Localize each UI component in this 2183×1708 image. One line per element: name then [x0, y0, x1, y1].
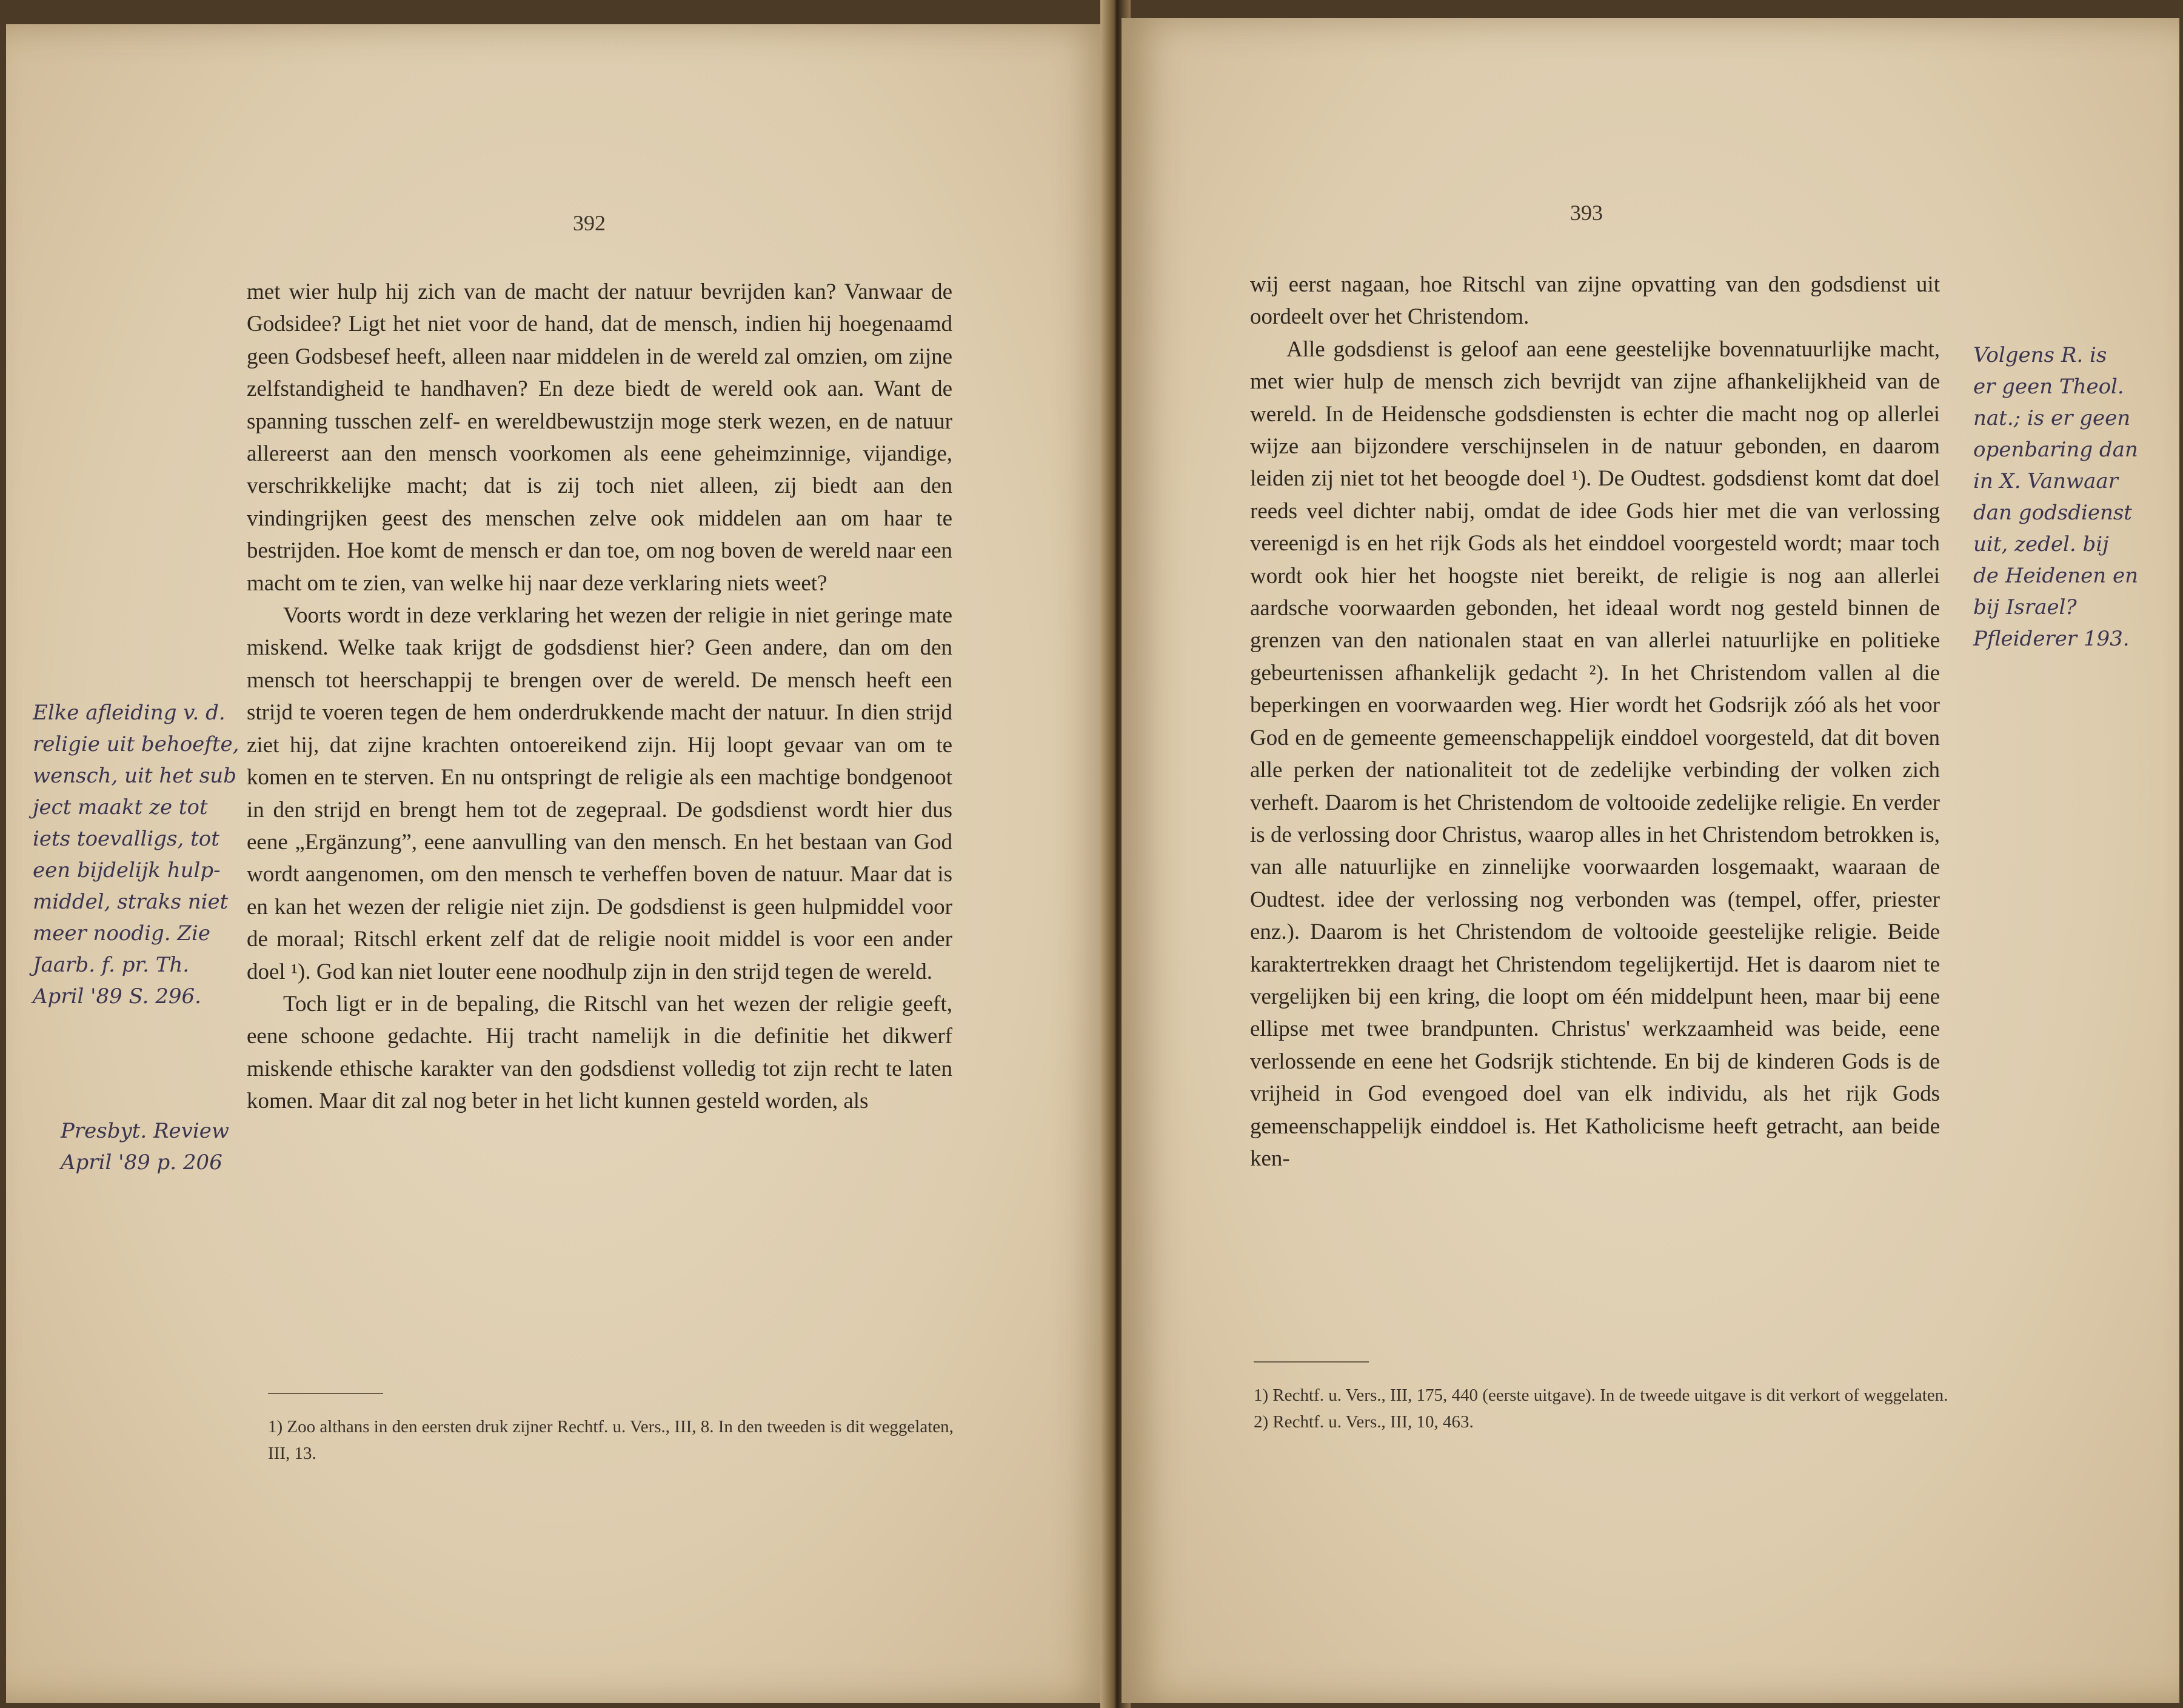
footnote-divider: [268, 1393, 383, 1394]
note-line: uit, zedel. bij: [1973, 532, 2109, 556]
note-line: April '89 S. 296.: [33, 984, 201, 1009]
note-line: een bijdelijk hulp-: [33, 858, 221, 882]
right-page: [1122, 18, 2179, 1703]
left-page: [6, 24, 1115, 1703]
note-line: Jaarb. f. pr. Th.: [33, 953, 190, 977]
note-line: iets toevalligs, tot: [33, 827, 219, 851]
note-line: wensch, uit het sub: [33, 764, 236, 788]
footnote: 1) Rechtf. u. Vers., III, 175, 440 (eerste uitgave). In de tweede uitgave is dit verkort of weggelaten.: [1254, 1386, 1948, 1405]
footnote: 1) Zoo althans in den eersten druk zijner Rechtf. u. Vers., III, 8. In den tweeden is dit weggelaten, III, 13.: [268, 1417, 954, 1463]
paragraph: met wier hulp hij zich van de macht der natuur bevrijden kan? Vanwaar de Godsidee? Ligt het niet voor de hand, dat de mensch, indien hij hoegenaamd geen Godsbesef heeft, alleen naar middelen in de wereld zal omzien, om zijne zelfstandigheid te handhaven? En deze biedt de wereld ook aan. Want de spanning tusschen zelf- en wereldbewustzijn moge sterk wezen, en de natuur allereerst aan den mensch voorkomen als eene geheimzinnige, vijandige, verschrikkelijke macht; dat is zij toch niet alleen, zij biedt aan den vindingrijken geest des menschen zelve ook middelen aan om haar te bestrijden. Hoe komt de mensch er dan toe, om nog boven de wereld naar een macht om te zien, van welke hij naar deze verklaring niets weet?: [247, 279, 952, 596]
note-line: openbaring dan: [1973, 438, 2138, 462]
footnote-divider: [1254, 1361, 1369, 1363]
paragraph: Alle godsdienst is geloof aan eene geestelijke bovennatuurlijke macht, met wier hulp de mensch zich bevrijdt van zijne afhankelijkheid van de wereld. In de Heidensche godsdiensten is echter die macht nog op allerlei wijze aan bijzondere verschijnselen in de natuur gebonden, en daarom leiden zij niet tot het beoogde doel ¹). De Oudtest. godsdienst komt dat doel reeds veel dichter nabij, omdat de idee Gods hier met die van verlossing vereenigd is en het rijk Gods als het einddoel voorgesteld wordt; maar toch wordt ook hier het hoogste niet bereikt, de religie is nog aan allerlei aardsche voorwaarden gebonden, het ideaal wordt nog gesteld binnen de grenzen van den nationalen staat en van allerlei natuurlijke en politieke gebeurtenissen afhankelijk gedacht ²). In het Christendom vallen al die beperkingen en voorwaarden weg. Hier wordt het Godsrijk zóó als het voor God en de gemeente gemeenschappelijk einddoel voorgesteld, dat dit boven alle perken der nationaliteit tot de zedelijke verbinding der volken zich verheft. Daarom is het Christendom de voltooide zedelijke religie. En verder is de verlossing door Christus, waarop alles in het Christendom betrokken is, van alle natuurlijke en zinnelijke voorwaarden losgemaakt, waaraan de Oudtest. idee der verlossing nog verbonden was (tempel, offer, priester enz.). Daarom is het Christendom de voltooide geestelijke religie. Beide karaktertrekken draagt het Christendom tegelijkertijd. Het is daarom niet te vergelijken bij een kring, die loopt om één middelpunt heen, maar bij eene ellipse met twee brandpunten. Christus' werkzaamheid was beide, eene verlossende en eene het Godsrijk stichtende. En bij de kinderen Gods is de vrijheid in God evengoed doel van elk individu, als het rijk Gods gemeenschappelijk einddoel is. Het Katholicisme heeft getracht, aan beide ken-: [1250, 336, 1940, 1171]
note-line: Volgens R. is: [1973, 343, 2107, 367]
paragraph: wij eerst nagaan, hoe Ritschl van zijne opvatting van den godsdienst uit oordeelt over het Christendom.: [1250, 272, 1940, 330]
note-line: de Heidenen en: [1973, 564, 2138, 588]
note-line: bij Israel?: [1973, 595, 2077, 619]
note-line: Presbyt. Review: [61, 1119, 229, 1143]
footnote: 2) Rechtf. u. Vers., III, 10, 463.: [1254, 1412, 1474, 1432]
note-line: er geen Theol.: [1973, 375, 2124, 399]
main-text: [247, 276, 952, 1118]
handwritten-margin-reference: [61, 1115, 229, 1178]
note-line: Pfleiderer 193.: [1973, 627, 2130, 651]
note-line: April '89 p. 206: [61, 1150, 222, 1175]
note-line: religie uit behoefte,: [33, 732, 239, 756]
note-line: Elke afleiding v. d.: [33, 701, 226, 725]
page-number: 393: [1570, 201, 1603, 225]
handwritten-margin-note: [1973, 339, 2138, 655]
page-number: 392: [573, 211, 606, 235]
main-text: [1250, 269, 1940, 1175]
paragraph: Voorts wordt in deze verklaring het wezen der religie in niet geringe mate miskend. Welke taak krijgt de godsdienst hier? Geen andere, dan om den mensch tot heerschappij te brengen over de wereld. De mensch heeft een strijd te voeren tegen de hem onderdrukkende macht der natuur. In dien strijd ziet hij, dat zijne krachten ontoereikend zijn. Hij loopt gevaar van om te komen en te sterven. En nu ontspringt de religie als een machtige bondgenoot in den strijd en brengt hem tot de zegepraal. De godsdienst wordt hier dus eene „Ergänzung”, eene aanvulling van den mensch. En het bestaan van God wordt aangenomen, om den mensch te verheffen boven de natuur. Maar dat is en kan het wezen der religie niet zijn. De godsdienst is geen hulpmiddel voor de moraal; Ritschl erkent zelf dat de religie nooit middel is voor een ander doel ¹). God kan niet louter eene noodhulp zijn in den strijd tegen de wereld.: [247, 603, 952, 984]
note-line: ject maakt ze tot: [33, 795, 208, 819]
note-line: dan godsdienst: [1973, 501, 2132, 525]
note-line: in X. Vanwaar: [1973, 469, 2118, 493]
note-line: middel, straks niet: [33, 890, 229, 914]
paragraph: Toch ligt er in de bepaling, die Ritschl van het wezen der religie geeft, eene schoone gedachte. Hij tracht namelijk in die definitie het dikwerf miskende ethische karakter van den godsdienst volledig tot zijn recht te laten komen. Maar dit zal nog beter in het licht kunnen gesteld worden, als: [247, 991, 952, 1114]
note-line: meer noodig. Zie: [33, 921, 211, 946]
footnotes: [268, 1413, 965, 1467]
note-line: nat.; is er geen: [1973, 406, 2131, 430]
footnotes: [1254, 1382, 1951, 1435]
handwritten-margin-note: [33, 697, 239, 1012]
